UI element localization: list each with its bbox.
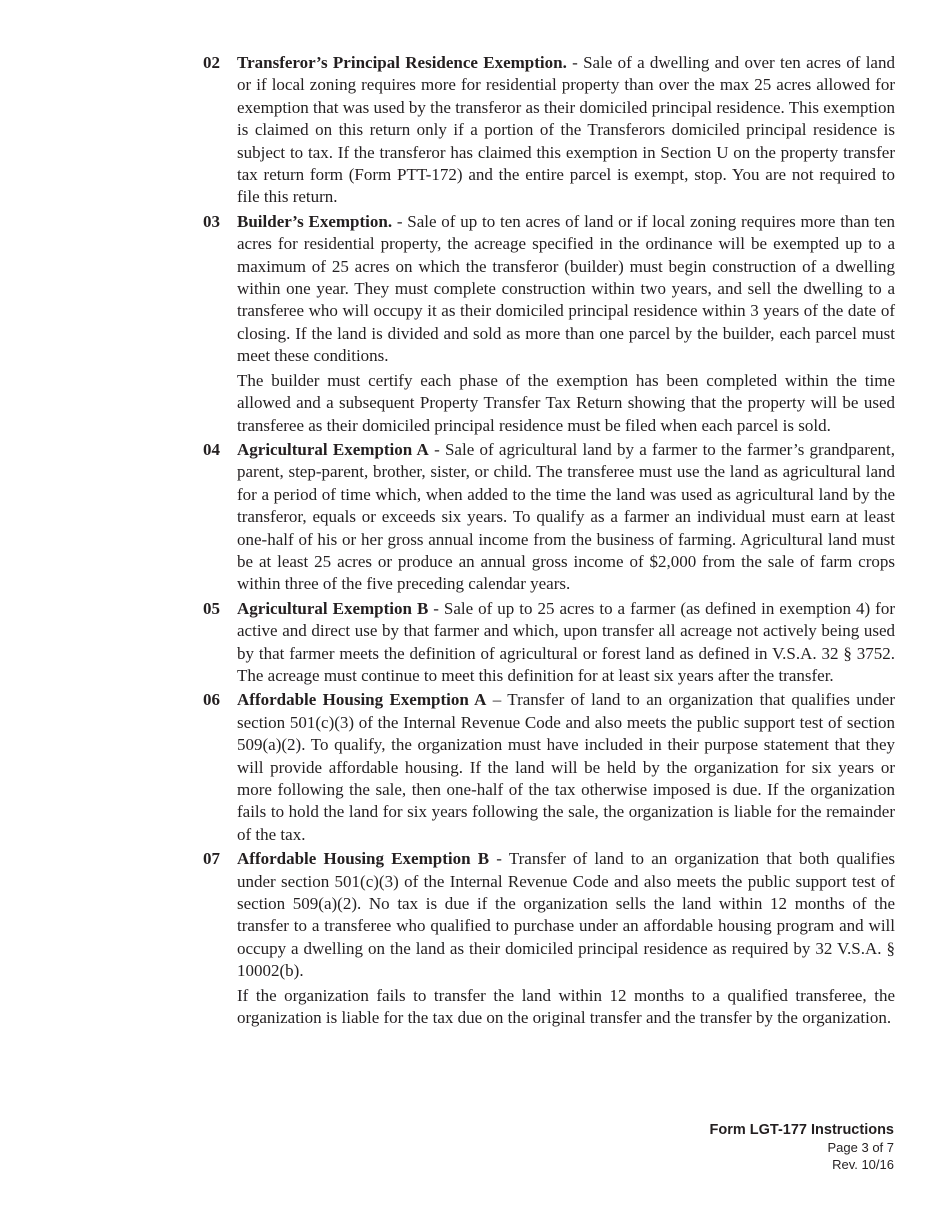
exemption-number: 06 <box>203 690 220 710</box>
exemption-body <box>237 52 895 209</box>
exemption-title: Agricultural Exemption A <box>237 439 429 459</box>
exemption-item-04 <box>203 439 895 596</box>
exemption-paragraph <box>237 848 895 982</box>
exemption-text: - Transfer of land to an organization that both qualifies under section 501(c)(3) of the Internal Revenue Code and also meets the public support test of section 509(a)(2). No tax is due if the organization sells the land within 12 months of the transfer to a transferee who qualified to purchase under an affordable housing program and will occupy a dwelling on the land as their domiciled principal residence as required by 32 V.S.A. § 10002(b). <box>237 849 895 981</box>
exemption-paragraph <box>237 689 895 846</box>
exemption-list <box>203 52 895 1031</box>
exemption-text: - Sale of agricultural land by a farmer to the farmer’s grandparent, parent, step-parent, brother, sister, or child. The transferee must use the land as agricultural land for a period of time which, when added to the time the land was used as agricultural land by the transferor, equals or exceeds six years. To qualify as a farmer an individual must earn at least one-half of his or her gross annual income from the business of farming. Agricultural land must be at least 25 acres or produce an annual gross income of $2,000 from the sale of farm crops within three of the five preceding calendar years. <box>237 439 895 594</box>
form-name: Form LGT-177 Instructions <box>709 1122 894 1138</box>
exemption-number: 04 <box>203 439 220 459</box>
exemption-body <box>237 689 895 846</box>
exemption-title: Affordable Housing Exemption A <box>237 690 487 710</box>
exemption-number: 07 <box>203 849 220 869</box>
revision-date: Rev. 10/16 <box>832 1156 894 1172</box>
exemption-body <box>237 211 895 437</box>
exemption-title: Transferor’s Principal Residence Exemption. <box>237 53 567 72</box>
exemption-body <box>237 598 895 688</box>
exemption-text: - Sale of up to ten acres of land or if local zoning requires more than ten acres for residential property, the acreage specified in the ordinance will be exempted up to a maximum of 25 acres on which the transferor (builder) must begin construction of a dwelling within one year. They must complete construction within two years, and sell the dwelling to a transferee who will occupy it as their domiciled principal residence within 3 years of the date of closing. If the land is divided and sold as more than one parcel by the builder, each parcel must meet these conditions. <box>237 211 896 366</box>
exemption-item-03 <box>203 211 895 437</box>
exemption-text: - Sale of a dwelling and over ten acres of land or if local zoning requires more for residential property than over the max 25 acres allowed for exemption that was used by the transferor as their domiciled principal residence. This exemption is claimed on this return only if a portion of the Transferors domiciled principal residence is subject to tax. If the transferor has claimed this exemption in Section U on the property transfer tax return form (Form PTT-172) and the entire parcel is exempt, stop. You are not required to file this return. <box>237 53 895 207</box>
exemption-body <box>237 439 895 596</box>
exemption-item-07 <box>203 848 895 1029</box>
exemption-paragraph <box>237 211 895 368</box>
exemption-paragraph: The builder must certify each phase of the exemption has been completed within the time allowed and a subsequent Property Transfer Tax Return showing that the property will be used transferee as their domiciled principal residence must be filed when each parcel is sold. <box>237 370 895 435</box>
exemption-text: – Transfer of land to an organization that qualifies under section 501(c)(3) of the Internal Revenue Code and also meets the public support test of section 509(a)(2). To qualify, the organization must have included in their purpose statement that they will provide affordable housing. If the land will be held by the organization for six years or more following the sale, then one-half of the tax otherwise imposed is due. If the organization fails to hold the land for six years following the sale, the organization is liable for the remainder of the tax. <box>237 690 895 844</box>
exemption-item-05 <box>203 598 895 688</box>
exemption-item-06 <box>203 689 895 846</box>
exemption-title: Builder’s Exemption. <box>237 211 393 231</box>
exemption-paragraph <box>237 52 895 209</box>
exemption-body <box>237 848 895 1029</box>
exemption-item-02 <box>203 52 895 209</box>
exemption-paragraph: If the organization fails to transfer the land within 12 months to a qualified transferee, the organization is liable for the tax due on the original transfer and the transfer by the organization. <box>237 985 895 1028</box>
page-footer <box>710 1121 895 1173</box>
exemption-number: 02 <box>203 53 220 72</box>
exemption-title: Agricultural Exemption B <box>237 598 429 618</box>
exemption-number: 05 <box>203 598 220 618</box>
exemption-paragraph <box>237 598 895 688</box>
exemption-paragraph <box>237 439 895 596</box>
page-number: Page 3 of 7 <box>827 1140 894 1155</box>
exemption-text: - Sale of up to 25 acres to a farmer (as defined in exemption 4) for active and direct use by that farmer and which, upon transfer all acreage not actively being used by that farmer meets the definition of agricultural or forest land as defined in V.S.A. 32 § 3752. The acreage must continue to meet this definition for at least six years after the transfer. <box>237 598 895 685</box>
exemption-title: Affordable Housing Exemption B <box>237 849 490 869</box>
exemption-number: 03 <box>203 211 220 231</box>
